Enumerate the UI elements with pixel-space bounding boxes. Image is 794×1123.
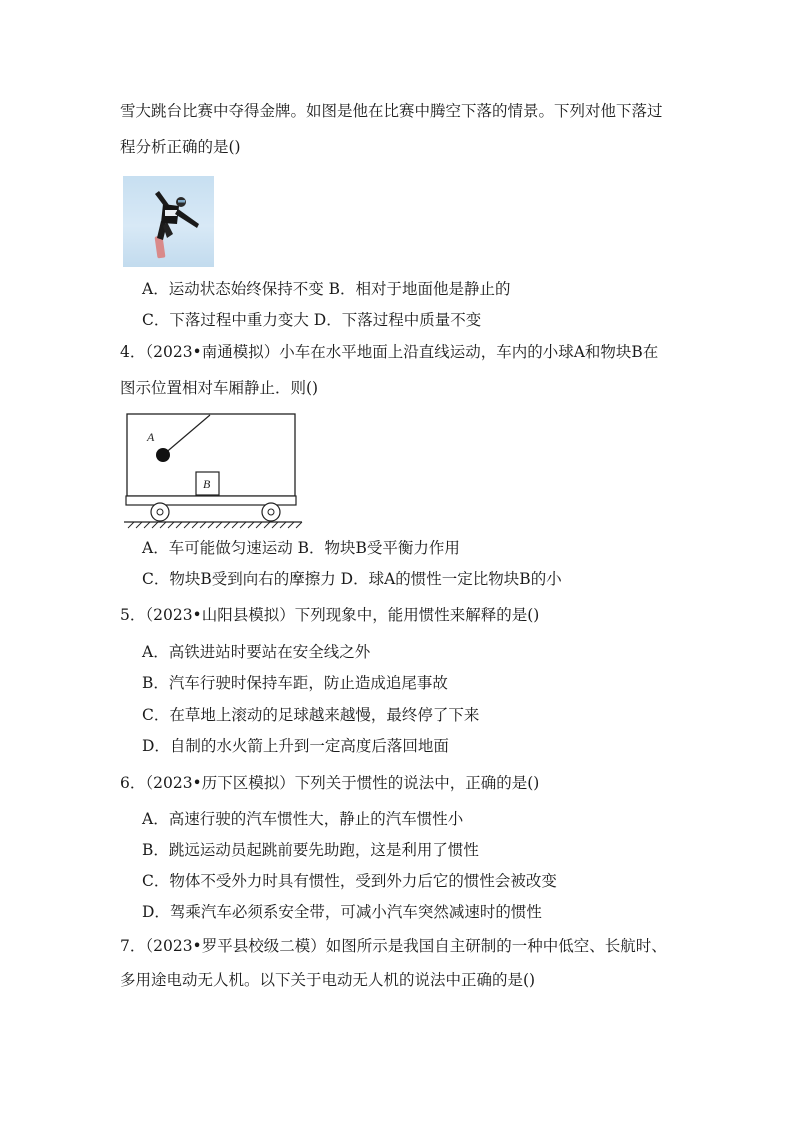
cart-diagram (122, 408, 306, 530)
q5-option-a: A．高铁进站时要站在安全线之外 (142, 643, 371, 661)
q3-stem-line2: 程分析正确的是() (120, 138, 241, 156)
q7-stem-line2: 多用途电动无人机。以下关于电动无人机的说法中正确的是() (120, 971, 536, 989)
q4-stem-line2: 图示位置相对车厢静止．则() (120, 379, 319, 397)
q6-stem: 6．（2023•历下区模拟）下列关于惯性的说法中，正确的是() (120, 774, 540, 792)
q3-options-line1: A．运动状态始终保持不变 B．相对于地面他是静止的 (142, 280, 511, 298)
q5-stem: 5．（2023•山阳县模拟）下列现象中，能用惯性来解释的是() (120, 606, 540, 624)
q4-options-line1: A．车可能做匀速运动 B．物块B受平衡力作用 (142, 539, 460, 557)
q6-option-a: A．高速行驶的汽车惯性大，静止的汽车惯性小 (142, 810, 464, 828)
label-block-b: B (203, 477, 211, 491)
q4-stem-line1: 4．（2023•南通模拟）小车在水平地面上沿直线运动，车内的小球A和物块B在 (120, 343, 659, 361)
snowboarder-photo (123, 176, 214, 267)
ground-hatch (128, 522, 302, 528)
q5-option-c: C．在草地上滚动的足球越来越慢，最终停了下来 (142, 706, 480, 724)
q6-option-d: D．驾乘汽车必须系安全带，可减小汽车突然减速时的惯性 (142, 903, 542, 921)
snowboarder-figure (123, 176, 214, 267)
q5-option-d: D．自制的水火箭上升到一定高度后落回地面 (142, 737, 449, 755)
q7-stem-line1: 7．（2023•罗平县校级二模）如图所示是我国自主研制的一种中低空、长航时、 (120, 937, 667, 955)
q6-option-c: C．物体不受外力时具有惯性，受到外力后它的惯性会被改变 (142, 872, 557, 890)
rope-line (163, 415, 210, 455)
q3-stem-line1: 雪大跳台比赛中夺得金牌。如图是他在比赛中腾空下落的情景。下列对他下落过 (120, 102, 663, 120)
ball-a (156, 448, 170, 462)
q4-options-line2: C．物块B受到向右的摩擦力 D．球A的惯性一定比物块B的小 (142, 570, 562, 588)
label-ball-a: A (147, 430, 155, 444)
q6-option-b: B．跳远运动员起跳前要先助跑，这是利用了惯性 (142, 841, 479, 859)
q5-option-b: B．汽车行驶时保持车距，防止造成追尾事故 (142, 674, 448, 692)
q3-options-line2: C．下落过程中重力变大 D．下落过程中质量不变 (142, 311, 482, 329)
